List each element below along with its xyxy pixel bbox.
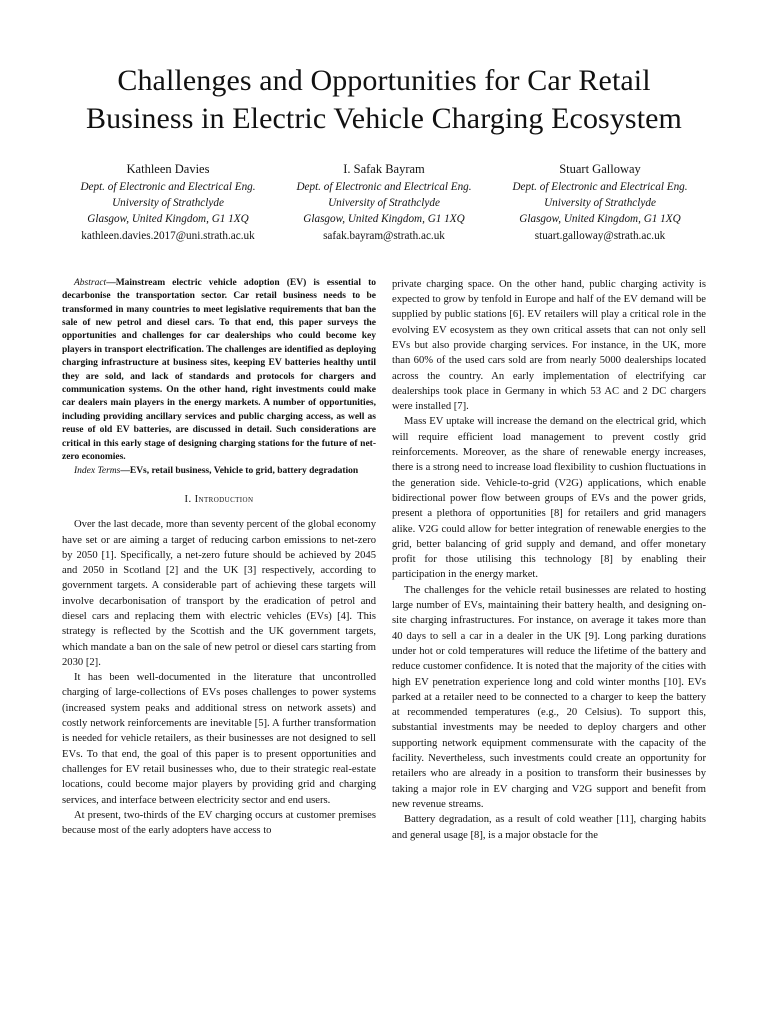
author-2 [278,160,490,244]
paragraph: Battery degradation, as a result of cold weather [11], charging habits and general usage [8], is a major obstacle for the [392,814,706,841]
author-university: University of Strathclyde [328,197,440,210]
author-name: Stuart Galloway [559,162,641,176]
paragraph: The challenges for the vehicle retail businesses are related to hosting large number of EVs, maintaining their battery health, and designing on-site charging infrastructures. For instance, on average it takes more than 40 days to sell a car in a dealer in the UK [9]. Long parking durations under hot or cold temperatures will reduce the lifetime of the battery and reduce customer confidence. It is noted that the majority of the cities with high EV penetration experience long and cold winter months [10]. EVs parked at a retailer need to be connected to a charger to keep the battery at recommended temperatures (e.g., 20 Celsius). To support this, substantial investments may be needed to deploy chargers and other supporting network equipment commensurate with the capacity of the facility. Nevertheless, such investments could create an opportunity for retailers who are already in a position to transform their businesses by taking a major role in EV charging and V2G support and benefit from new revenue streams. [392,584,706,810]
paragraph: It has been well-documented in the literature that uncontrolled charging of large-collections of EVs poses challenges to power systems (increased system peaks and additional stress on network assets) and costly network reinforcements are inevitable [5]. A further transformation is needed for vehicle retailers, as their businesses are not designed to sell EVs. To that end, the goal of this paper is to present opportunities and challenges for EV retail businesses who, due to their strategic real-estate locations, could become major players by providing grid and charging services, and interface between electricity sector and end users. [62,672,376,806]
author-name: I. Safak Bayram [343,162,425,176]
paragraph: At present, two-thirds of the EV charging occurs at customer premises because most of the early adopters have access to [62,809,376,837]
index-terms-text: —EVs, retail business, Vehicle to grid, battery degradation [120,465,359,476]
author-university: University of Strathclyde [544,197,656,210]
index-terms [62,465,376,478]
author-university: University of Strathclyde [112,197,224,210]
author-city: Glasgow, United Kingdom, G1 1XQ [87,213,249,226]
author-dept: Dept. of Electronic and Electrical Eng. [296,181,472,193]
author-email: kathleen.davies.2017@uni.strath.ac.uk [81,229,255,242]
paragraph: Mass EV uptake will increase the demand on the electrical grid, which will require efficient load management to prevent costly grid reinforcements. Moreover, as the share of renewable energy increases, there is a strong need to increase load flexibility to cushion fluctuations in the generation side. Vehicle-to-grid (V2G) applications, which enable bidirectional power flow between groups of EVs and the power grids, present a plethora of opportunities [8] for retailers and grid managers alike. V2G could allow for better integration of renewable energies to the grid, better balancing of grid supply and demand, and offer monetary profit for those utilising this technology [8] by enabling their participation in the energy market. [392,416,706,581]
right-column [392,277,706,843]
author-city: Glasgow, United Kingdom, G1 1XQ [519,213,681,226]
author-3 [494,160,706,244]
abstract [62,277,376,465]
index-terms-lead: Index Terms [74,465,121,476]
paragraph: Over the last decade, more than seventy percent of the global economy have set or are aiming a target of reducing carbon emissions to net-zero by 2050 [1]. Specifically, a net-zero future should be achieved by 2045 and 2050 in Scotland [2] and the UK [3] respectively, according to government targets. A considerable part of achieving these targets will involve decarbonisation of transport by the eradication of petrol and diesel cars and replacing them with electric vehicles (EVs) [4]. This strategy is reflected by the Scottish and the UK government targets, which mandate a ban on the sale of new petrol or diesel cars starting from 2030 [2]. [62,519,376,668]
author-dept: Dept. of Electronic and Electrical Eng. [80,181,256,193]
left-column [62,277,376,843]
author-dept: Dept. of Electronic and Electrical Eng. [512,181,688,193]
author-block [62,160,706,244]
author-email: safak.bayram@strath.ac.uk [323,229,445,242]
author-name: Kathleen Davies [126,162,210,176]
author-city: Glasgow, United Kingdom, G1 1XQ [303,213,465,226]
paper-title: Challenges and Opportunities for Car Retail Business in Electric Vehicle Charging Ecosystem [86,64,682,135]
paragraph: private charging space. On the other hand, public charging activity is expected to grow by tenfold in Europe and half of the EV demand will be supplied by public stations [6]. EV retailers will play a critical role in the evolving EV ecosystem as they own critical assets that can not only sell EVs but also provide charging services. For instance, in the UK, more than 60% of the used cars sold are from nearly 5000 dealerships located across the country. An early implementation of electrifying car dealerships took place in Germany in which 53 AC and 2 DC chargers were installed [7]. [392,278,706,413]
section-heading: I. Introduction [184,493,254,505]
abstract-text: —Mainstream electric vehicle adoption (EV) is essential to decarbonise the transportation sector. Car retail business needs to be transformed in many countries to meet legislative requirements that ban the sale of new petrol and diesel cars. To that end, this paper surveys the opportunities and challenges for car dealerships who could become key players in transport electrification. The challenges are identified as deploying charging infrastructure at business sites, keeping EV batteries healthy until they are sold, and lack of standards and protocols for chargers and communication systems. On the other hand, right investments could make car dealers main players in the energy markets. A number of opportunities, including providing ancillary services and public charging access, as well as reuse of old EV batteries, are discussed in detail. Such considerations are critical in this early stage of designing charging stations for the future of net-zero economies. [62,277,376,463]
body-columns [62,277,706,843]
abstract-lead: Abstract [74,277,107,288]
author-1 [62,160,274,244]
author-email: stuart.galloway@strath.ac.uk [534,229,666,242]
